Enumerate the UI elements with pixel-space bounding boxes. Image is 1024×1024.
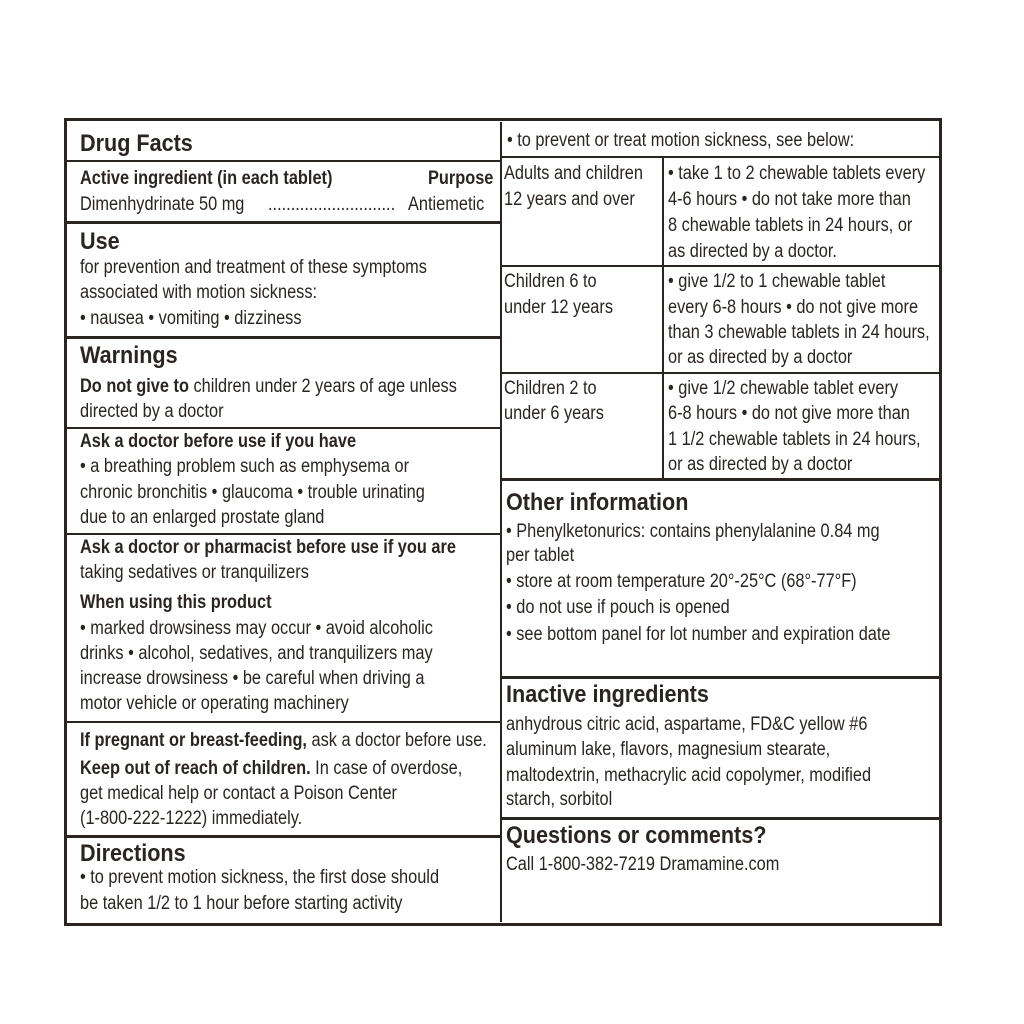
pregnant-bold: If pregnant or breast-feeding,	[80, 730, 307, 751]
divider	[66, 160, 500, 162]
keep-out-line	[80, 757, 462, 781]
keep-out-line: (1-800-222-1222) immediately.	[80, 808, 303, 829]
dose-instruction: than 3 chewable tablets in 24 hours,	[668, 322, 930, 343]
divider	[502, 478, 940, 481]
keep-out-bold: Keep out of reach of children.	[80, 758, 311, 779]
when-using-line: motor vehicle or operating machinery	[80, 693, 349, 714]
keep-out-line: get medical help or contact a Poison Center	[80, 783, 398, 804]
divider	[66, 221, 500, 224]
other-info-line: • store at room temperature 20°-25°C (68°-77°F)	[506, 571, 857, 592]
inactive-line: starch, sorbitol	[506, 789, 613, 810]
dose-instruction: 8 chewable tablets in 24 hours, or	[668, 215, 913, 236]
do-not-give-bold: Do not give to	[80, 376, 189, 397]
use-line: for prevention and treatment of these symptoms	[80, 257, 427, 278]
dose-instruction: • take 1 to 2 chewable tablets every	[668, 163, 926, 184]
other-info-line: • do not use if pouch is opened	[506, 597, 730, 618]
ask-doctor-line: • a breathing problem such as emphysema or	[80, 456, 410, 477]
purpose-value: Antiemetic	[408, 194, 485, 215]
other-info-line: • Phenylketonurics: contains phenylalanine 0.84 mg	[506, 521, 880, 542]
dose-group: Adults and children	[504, 163, 643, 184]
dose-instruction: as directed by a doctor.	[668, 241, 837, 262]
divider	[66, 427, 500, 429]
dose-group: Children 2 to	[504, 378, 597, 399]
active-ingredient-header: Active ingredient (in each tablet)	[80, 168, 333, 189]
dose-group: 12 years and over	[504, 189, 635, 210]
dose-group: Children 6 to	[504, 271, 597, 292]
directions-line: • to prevent motion sickness, the first dose should	[80, 867, 440, 888]
directions-heading: Directions	[80, 840, 186, 867]
inactive-line: aluminum lake, flavors, magnesium stearate,	[506, 739, 831, 760]
warnings-heading: Warnings	[80, 342, 178, 369]
do-not-give-rest: children under 2 years of age unless	[188, 376, 457, 397]
column-divider	[500, 122, 502, 922]
do-not-give-line	[80, 375, 457, 399]
dose-group: under 6 years	[504, 403, 604, 424]
inactive-line: anhydrous citric acid, aspartame, FD&C yellow #6	[506, 714, 868, 735]
divider	[502, 156, 940, 158]
divider	[502, 817, 940, 820]
drug-facts-title: Drug Facts	[80, 130, 193, 157]
purpose-header: Purpose	[428, 168, 494, 189]
dose-instruction: every 6-8 hours • do not give more	[668, 297, 919, 318]
divider	[66, 533, 500, 535]
use-heading: Use	[80, 228, 120, 255]
dose-instruction: 1 1/2 chewable tablets in 24 hours,	[668, 429, 921, 450]
divider	[66, 336, 500, 339]
other-info-heading: Other information	[506, 489, 689, 516]
dose-group: under 12 years	[504, 297, 614, 318]
when-using-line: increase drowsiness • be careful when driving a	[80, 668, 425, 689]
divider	[502, 372, 940, 374]
divider	[502, 676, 940, 679]
dose-instruction: • give 1/2 chewable tablet every	[668, 378, 899, 399]
table-column-divider	[662, 156, 664, 478]
dose-instruction: or as directed by a doctor	[668, 454, 853, 475]
ask-pharmacist-line: taking sedatives or tranquilizers	[80, 562, 309, 583]
ask-doctor-line: due to an enlarged prostate gland	[80, 507, 325, 528]
when-using-line: • marked drowsiness may occur • avoid alcoholic	[80, 618, 433, 639]
pregnant-rest: ask a doctor before use.	[306, 730, 487, 751]
use-line: associated with motion sickness:	[80, 282, 318, 303]
pregnant-line	[80, 729, 487, 753]
divider	[66, 721, 500, 723]
questions-heading: Questions or comments?	[506, 822, 767, 849]
do-not-give-line2: directed by a doctor	[80, 401, 224, 422]
when-using-line: drinks • alcohol, sedatives, and tranquilizers may	[80, 643, 433, 664]
inactive-line: maltodextrin, methacrylic acid copolymer, modified	[506, 765, 872, 786]
leader-dots: ............................	[268, 194, 396, 215]
divider	[66, 835, 500, 838]
dose-instruction: or as directed by a doctor	[668, 347, 853, 368]
dose-instruction: 4-6 hours • do not take more than	[668, 189, 911, 210]
keep-out-rest: In case of overdose,	[310, 758, 463, 779]
dose-instruction: 6-8 hours • do not give more than	[668, 403, 910, 424]
when-using-heading: When using this product	[80, 592, 272, 613]
use-line: • nausea • vomiting • dizziness	[80, 308, 302, 329]
ask-pharmacist-heading: Ask a doctor or pharmacist before use if you are	[80, 537, 456, 558]
directions-line: be taken 1/2 to 1 hour before starting activity	[80, 893, 403, 914]
dose-instruction: • give 1/2 to 1 chewable tablet	[668, 271, 886, 292]
other-info-line: per tablet	[506, 545, 575, 566]
directions-intro: • to prevent or treat motion sickness, see below:	[507, 130, 855, 151]
other-info-line: • see bottom panel for lot number and expiration date	[506, 624, 891, 645]
divider	[502, 265, 940, 267]
active-ingredient-name: Dimenhydrinate 50 mg	[80, 194, 245, 215]
inactive-heading: Inactive ingredients	[506, 681, 709, 708]
ask-doctor-heading: Ask a doctor before use if you have	[80, 431, 357, 452]
ask-doctor-line: chronic bronchitis • glaucoma • trouble urinating	[80, 482, 425, 503]
questions-phone: Call 1-800-382-7219 Dramamine.com	[506, 854, 780, 875]
